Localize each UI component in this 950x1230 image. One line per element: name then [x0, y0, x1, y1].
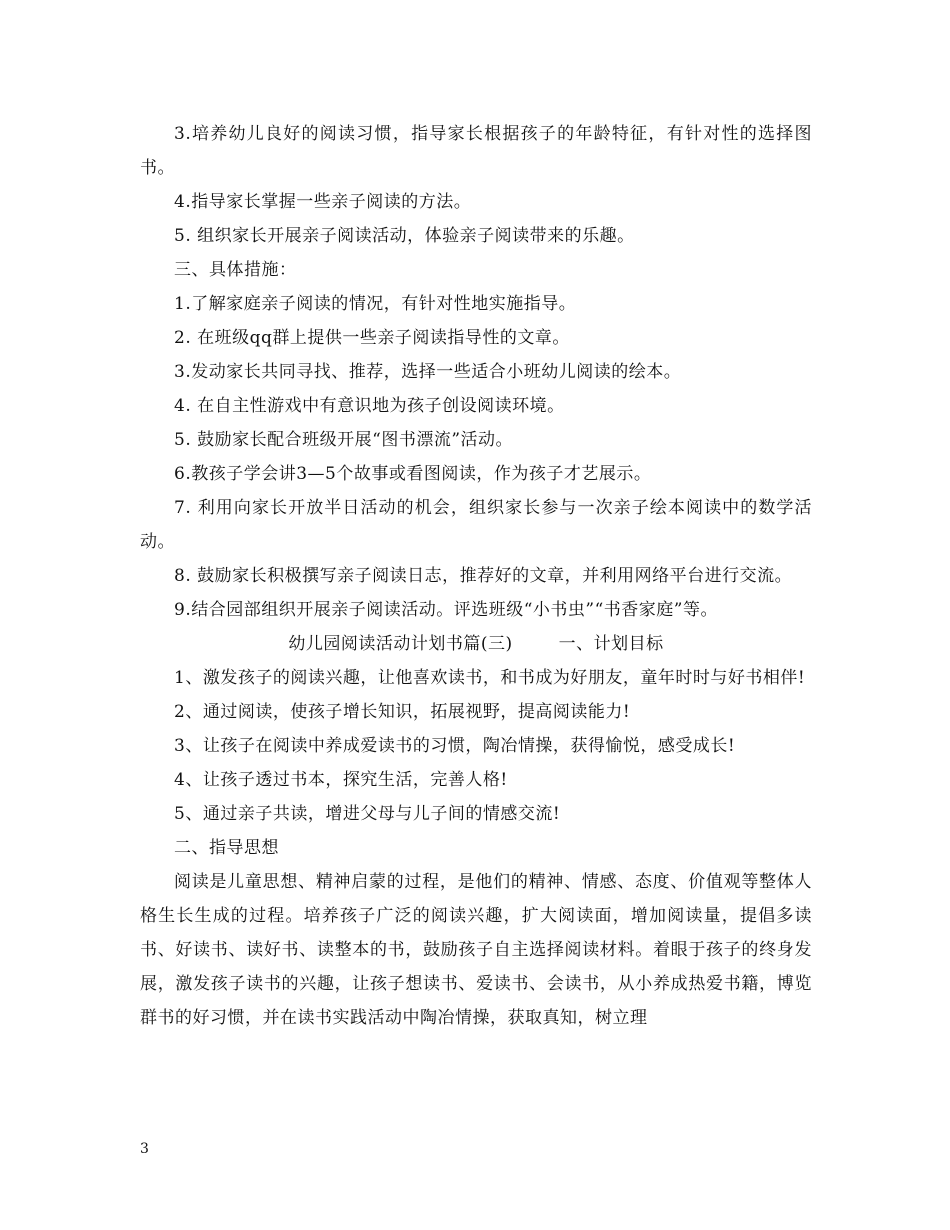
section-subtitle: 一、计划目标 — [558, 634, 664, 654]
paragraph-target-2: 2、通过阅读，使孩子增长知识，拓展视野，提高阅读能力! — [174, 702, 631, 722]
paragraph-target-4: 4、让孩子透过书本，探究生活，完善人格! — [174, 770, 508, 790]
paragraph-goal-3: 3.培养幼儿良好的阅读习惯，指导家长根据孩子的年龄特征，有针对性的选择图书。 — [140, 124, 812, 178]
paragraph-measure-1: 1.了解家庭亲子阅读的情况，有针对性地实施指导。 — [174, 294, 577, 314]
paragraph-measure-7: 7. 利用向家长开放半日活动的机会，组织家长参与一次亲子绘本阅读中的数学活动。 — [140, 498, 812, 552]
heading-measures: 三、具体措施： — [174, 260, 297, 280]
paragraph-measure-4: 4. 在自主性游戏中有意识地为孩子创设阅读环境。 — [174, 396, 565, 416]
paragraph-guiding-thought: 阅读是儿童思想、精神启蒙的过程，是他们的精神、情感、态度、价值观等整体人格生长生成的过程。培养孩子广泛的阅读兴趣，扩大阅读面，增加阅读量，提倡多读书、好读书、读好书、读整本的书，鼓励孩子自主选择阅读材料。着眼于孩子的终身发展，激发孩子读书的兴趣，让孩子想读书、爱读书、会读书，从小养成热爱书籍，博览群书的好习惯，并在读书实践活动中陶冶情操，获取真知，树立理 — [140, 872, 812, 1028]
section-title: 幼儿园阅读活动计划书篇(三) — [288, 634, 513, 654]
section-heading-line — [140, 627, 812, 661]
heading-guiding-thought: 二、指导思想 — [174, 838, 279, 858]
paragraph-goal-4: 4.指导家长掌握一些亲子阅读的方法。 — [174, 192, 472, 212]
paragraph-measure-9: 9.结合园部组织开展亲子阅读活动。评选班级“小书虫”“书香家庭”等。 — [174, 600, 718, 620]
paragraph-goal-5: 5. 组织家长开展亲子阅读活动，体验亲子阅读带来的乐趣。 — [174, 226, 635, 246]
paragraph-target-5: 5、通过亲子共读，增进父母与儿子间的情感交流! — [174, 804, 561, 824]
page-number: 3 — [140, 1141, 149, 1157]
document-body — [140, 117, 812, 1035]
paragraph-measure-6: 6.教孩子学会讲3—5个故事或看图阅读，作为孩子才艺展示。 — [174, 464, 652, 484]
paragraph-measure-2: 2. 在班级qq群上提供一些亲子阅读指导性的文章。 — [174, 328, 570, 348]
paragraph-measure-3: 3.发动家长共同寻找、推荐，选择一些适合小班幼儿阅读的绘本。 — [174, 362, 682, 382]
paragraph-target-3: 3、让孩子在阅读中养成爱读书的习惯，陶冶情操，获得愉悦，感受成长! — [174, 736, 736, 756]
paragraph-target-1: 1、激发孩子的阅读兴趣，让他喜欢读书，和书成为好朋友，童年时时与好书相伴! — [174, 668, 806, 688]
paragraph-measure-8: 8. 鼓励家长积极撰写亲子阅读日志，推荐好的文章，并利用网络平台进行交流。 — [174, 566, 793, 586]
paragraph-measure-5: 5. 鼓励家长配合班级开展“图书漂流”活动。 — [174, 430, 514, 450]
